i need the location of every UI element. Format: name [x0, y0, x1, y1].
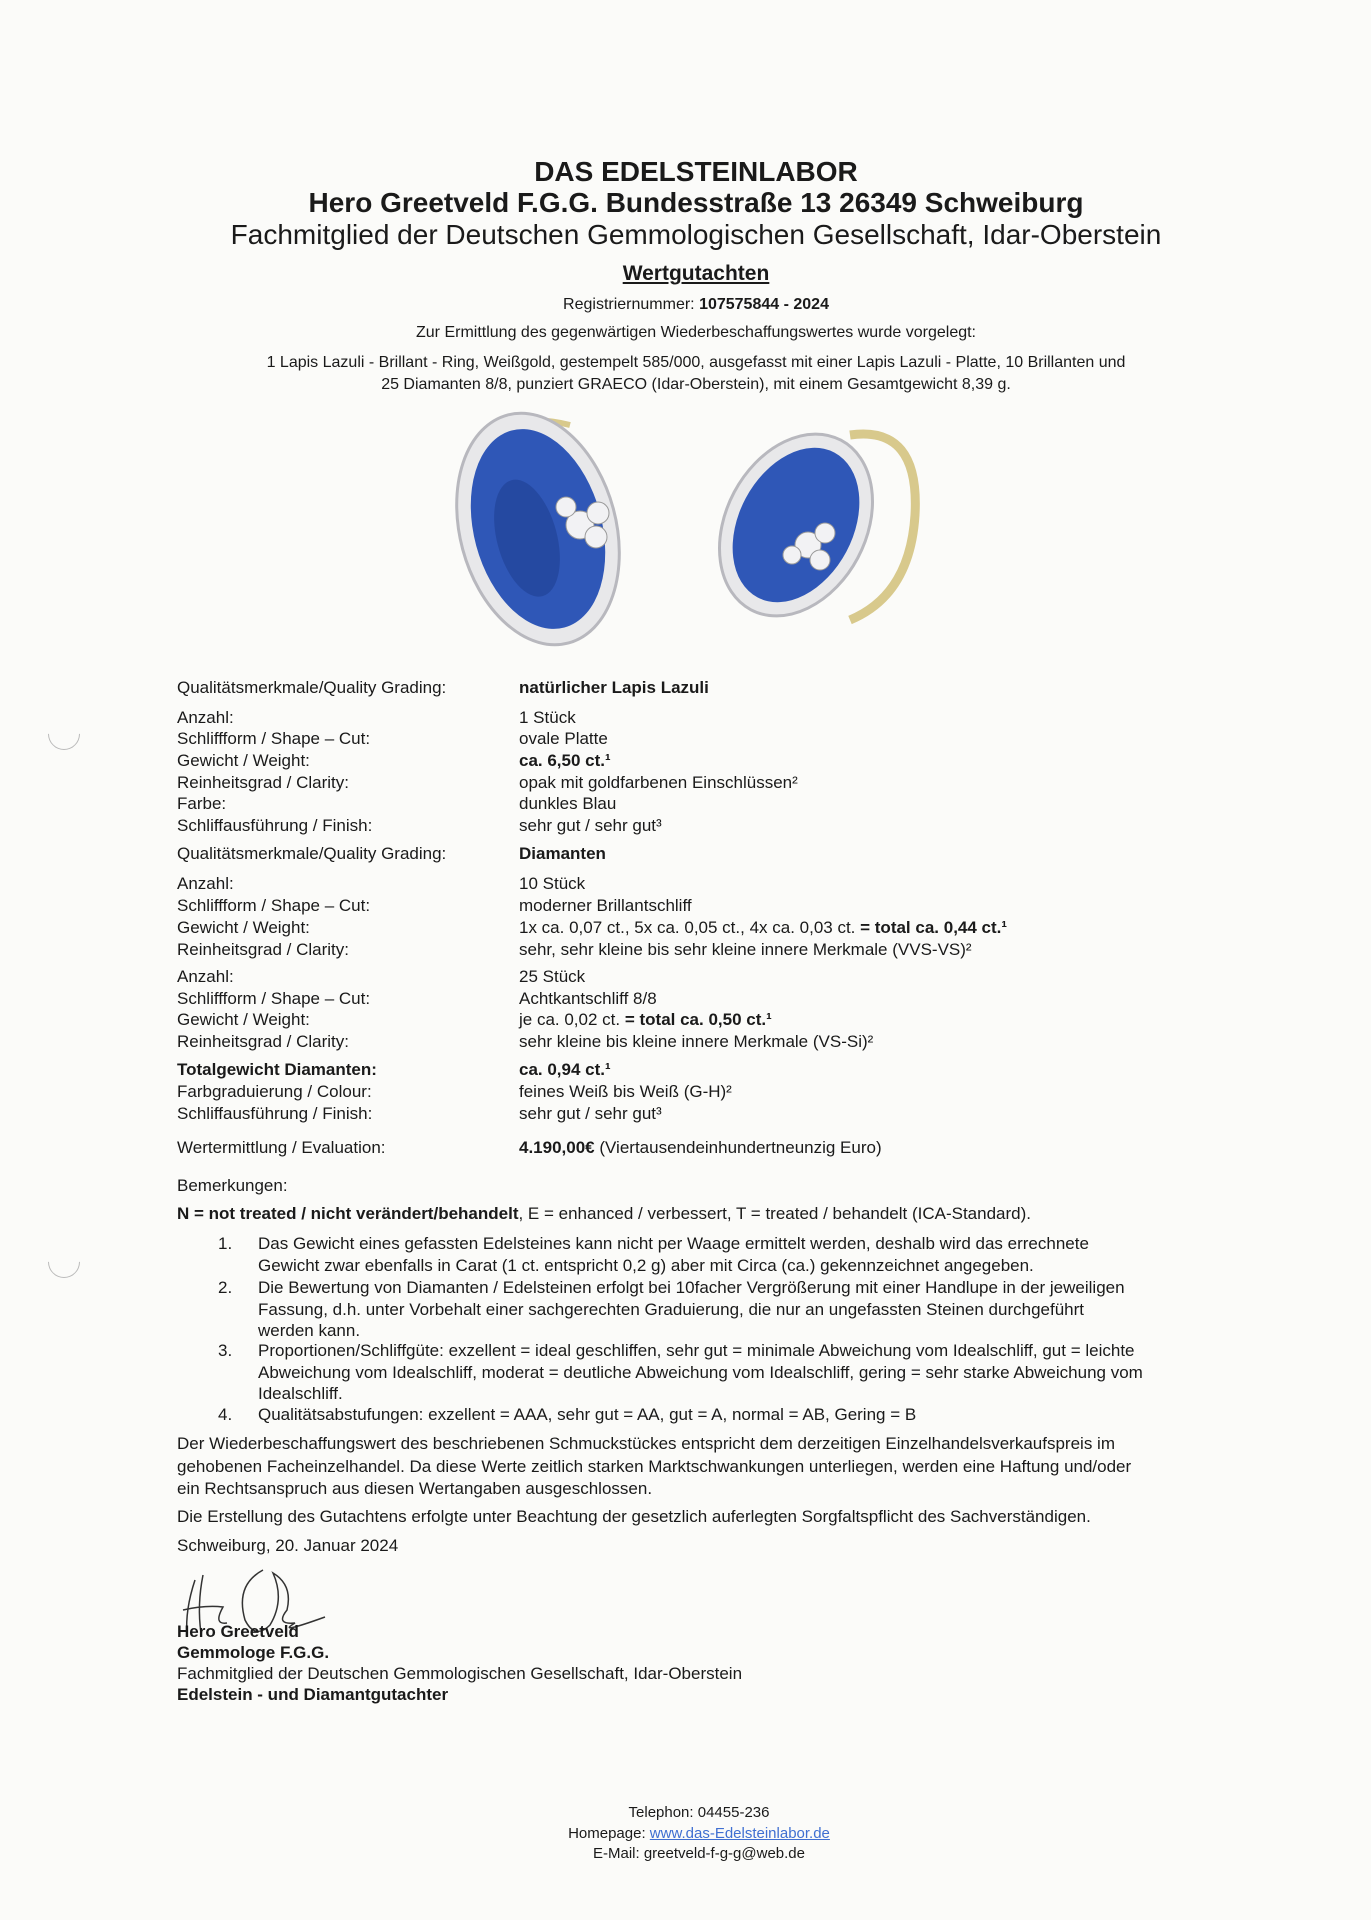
grading-row	[0, 843, 1371, 865]
intro-text: Zur Ermittlung des gegenwärtigen Wiederbeschaffungswertes wurde vorgelegt:	[416, 324, 976, 341]
grading-value	[519, 677, 709, 699]
grading-value	[519, 917, 1007, 939]
grading-value	[519, 988, 657, 1010]
grading-value	[519, 873, 585, 895]
signatory-title: Gemmologe F.G.G.	[177, 1643, 330, 1662]
item-description-line: 25 Diamanten 8/8, punziert GRAECO (Idar-Oberstein), mit einem Gesamtgewicht 8,39 g.	[381, 376, 1011, 393]
disclaimer-line: ein Rechtsanspruch aus diesen Wertangaben ausgeschlossen.	[177, 1479, 653, 1498]
value-text: 25 Stück	[519, 967, 586, 986]
grading-value	[519, 843, 606, 865]
value-text: ovale Platte	[519, 729, 608, 748]
registration-value: 107575844 - 2024	[699, 296, 829, 313]
grading-row	[0, 988, 1371, 1010]
grading-value	[519, 939, 972, 961]
value-text: sehr gut / sehr gut³	[519, 816, 662, 835]
note-number: 2.	[218, 1278, 233, 1297]
grading-value	[519, 895, 692, 917]
grading-value	[519, 793, 616, 815]
grading-row	[0, 966, 1371, 988]
legend-bold: N = not treated / nicht verändert/behandelt	[177, 1204, 519, 1223]
grading-label: Gewicht / Weight:	[177, 1010, 310, 1029]
grading-row	[0, 707, 1371, 729]
value-text: sehr, sehr kleine bis sehr kleine innere Merkmale (VVS-VS)²	[519, 940, 972, 959]
value-total: = total ca. 0,44 ct.¹	[860, 918, 1008, 937]
disclaimer-line: gehobenen Facheinzelhandel. Da diese Werte zeitlich starken Marktschwankungen unterliegen, werden eine Haftung und/oder	[177, 1457, 1132, 1476]
value-text: je ca. 0,02 ct.	[519, 1010, 625, 1029]
footer-email: E-Mail: greetveld-f-g-g@web.de	[593, 1845, 805, 1862]
grading-label: Schliffausführung / Finish:	[177, 1104, 373, 1123]
signatory-membership: Fachmitglied der Deutschen Gemmologischen Gesellschaft, Idar-Oberstein	[177, 1664, 743, 1683]
value-text: opak mit goldfarbenen Einschlüssen²	[519, 773, 798, 792]
ring-photo-front	[432, 405, 644, 663]
value-text: (Viertausendeinhundertneunzig Euro)	[594, 1138, 882, 1157]
grading-label: Schliffausführung / Finish:	[177, 816, 373, 835]
grading-value	[519, 1059, 611, 1081]
grading-label: Reinheitsgrad / Clarity:	[177, 940, 349, 959]
grading-label: Farbe:	[177, 794, 227, 813]
grading-value	[519, 815, 662, 837]
diligence-statement: Die Erstellung des Gutachtens erfolgte unter Beachtung der gesetzlich auferlegten Sorgfaltspflicht des Sachverständigen.	[177, 1507, 1091, 1526]
grading-row	[0, 772, 1371, 794]
grading-row	[0, 815, 1371, 837]
grading-row	[0, 1103, 1371, 1125]
grading-value	[519, 1137, 882, 1159]
grading-label: Wertermittlung / Evaluation:	[177, 1138, 386, 1157]
grading-value	[519, 1103, 662, 1125]
value-text: 10 Stück	[519, 874, 586, 893]
grading-label: Schliffform / Shape – Cut:	[177, 989, 371, 1008]
note-line: Fassung, d.h. unter Vorbehalt einer sachgerechten Graduierung, die nur an ungefassten Steinen durchgeführt	[258, 1300, 1084, 1319]
grading-row	[0, 1059, 1371, 1081]
grading-row	[0, 1009, 1371, 1031]
value-text: Diamanten	[519, 844, 606, 863]
ring-photo-side	[689, 407, 915, 642]
punch-hole-mark	[41, 1239, 86, 1284]
grading-label: Gewicht / Weight:	[177, 751, 310, 770]
grading-row	[0, 677, 1371, 699]
value-text: feines Weiß bis Weiß (G-H)²	[519, 1082, 732, 1101]
homepage-link[interactable]: www.das-Edelsteinlabor.de	[649, 1825, 830, 1842]
grading-row	[0, 750, 1371, 772]
registration-label: Registriernummer:	[563, 296, 700, 313]
note-number: 4.	[218, 1405, 233, 1424]
grading-row	[0, 1031, 1371, 1053]
grading-value	[519, 707, 576, 729]
grading-label: Schliffform / Shape – Cut:	[177, 896, 371, 915]
grading-label: Reinheitsgrad / Clarity:	[177, 1032, 349, 1051]
footer-phone: Telephon: 04455-236	[628, 1804, 770, 1821]
value-text: sehr kleine bis kleine innere Merkmale (VS-Si)²	[519, 1032, 874, 1051]
grading-row	[0, 917, 1371, 939]
value-text: sehr gut / sehr gut³	[519, 1104, 662, 1123]
grading-value	[519, 772, 798, 794]
note-line: Idealschliff.	[258, 1384, 343, 1403]
remarks-heading: Bemerkungen:	[177, 1176, 288, 1195]
grading-row	[0, 1081, 1371, 1103]
note-number: 1.	[218, 1234, 233, 1253]
signatory-name: Hero Greetveld	[177, 1622, 299, 1641]
grading-row	[0, 895, 1371, 917]
place-date: Schweiburg, 20. Januar 2024	[177, 1536, 399, 1555]
grading-value	[519, 750, 611, 772]
grading-value	[519, 1081, 732, 1103]
grading-row	[0, 939, 1371, 961]
note-line: Die Bewertung von Diamanten / Edelsteinen erfolgt bei 10facher Vergrößerung mit einer Handlupe in der jeweiligen	[258, 1278, 1125, 1297]
grading-label: Qualitätsmerkmale/Quality Grading:	[177, 844, 447, 863]
value-text: natürlicher Lapis Lazuli	[519, 678, 709, 697]
document-title: Wertgutachten	[622, 262, 770, 285]
grading-row	[0, 793, 1371, 815]
grading-label: Anzahl:	[177, 708, 234, 727]
value-text: 1 Stück	[519, 708, 576, 727]
value-text: dunkles Blau	[519, 794, 617, 813]
ring-photos	[420, 405, 960, 665]
registration-number	[0, 295, 1371, 315]
footer-homepage	[0, 1824, 1371, 1844]
value-text: moderner Brillantschliff	[519, 896, 692, 915]
value-text: 1x ca. 0,07 ct., 5x ca. 0,05 ct., 4x ca. 0,03 ct.	[519, 918, 861, 937]
note-line: Das Gewicht eines gefassten Edelsteines kann nicht per Waage ermittelt werden, deshalb wird das errechnete	[258, 1234, 1089, 1253]
note-line: Qualitätsabstufungen: exzellent = AAA, sehr gut = AA, gut = A, normal = AB, Gering = B	[258, 1405, 917, 1424]
value-bold: 4.190,00€	[519, 1138, 595, 1157]
value-total: = total ca. 0,50 ct.¹	[624, 1010, 772, 1029]
grading-value	[519, 966, 585, 988]
grading-label: Farbgraduierung / Colour:	[177, 1082, 372, 1101]
grading-label: Qualitätsmerkmale/Quality Grading:	[177, 678, 447, 697]
grading-row	[0, 873, 1371, 895]
grading-label: Anzahl:	[177, 967, 234, 986]
note-number: 3.	[218, 1341, 233, 1360]
note-line: Gewicht zwar ebenfalls in Carat (1 ct. entspricht 0,2 g) aber mit Circa (ca.) gekennzeichnet angegeben.	[258, 1256, 1034, 1275]
note-line: Proportionen/Schliffgüte: exzellent = ideal geschliffen, sehr gut = minimale Abweichung vom Idealschliff, gut = leichte	[258, 1341, 1135, 1360]
homepage-label: Homepage:	[568, 1825, 650, 1842]
grading-label: Schliffform / Shape – Cut:	[177, 729, 371, 748]
treatment-legend	[177, 1203, 1031, 1225]
grading-label: Totalgewicht Diamanten:	[177, 1060, 377, 1079]
lab-membership: Fachmitglied der Deutschen Gemmologischen Gesellschaft, Idar-Oberstein	[230, 219, 1162, 250]
value-text: Achtkantschliff 8/8	[519, 989, 657, 1008]
grading-value	[519, 1031, 873, 1053]
value-text: ca. 6,50 ct.¹	[519, 751, 611, 770]
grading-label: Reinheitsgrad / Clarity:	[177, 773, 349, 792]
grading-value	[519, 1009, 772, 1031]
note-line: Abweichung vom Idealschliff, moderat = deutliche Abweichung vom Idealschliff, gering = sehr starke Abweichung vom	[258, 1363, 1143, 1382]
grading-label: Anzahl:	[177, 874, 234, 893]
item-description-line: 1 Lapis Lazuli - Brillant - Ring, Weißgold, gestempelt 585/000, ausgefasst mit einer Lapis Lazuli - Platte, 10 Brillanten und	[266, 354, 1126, 371]
lab-address: Hero Greetveld F.G.G. Bundesstraße 13 26349 Schweiburg	[308, 187, 1084, 218]
grading-label: Gewicht / Weight:	[177, 918, 310, 937]
legend-rest: , E = enhanced / verbessert, T = treated / behandelt (ICA-Standard).	[518, 1204, 1031, 1223]
disclaimer-line: Der Wiederbeschaffungswert des beschriebenen Schmuckstückes entspricht dem derzeitigen Einzelhandelsverkaufspreis im	[177, 1434, 1115, 1453]
signatory-role: Edelstein - und Diamantgutachter	[177, 1685, 449, 1704]
note-line: werden kann.	[258, 1321, 361, 1340]
grading-row	[0, 728, 1371, 750]
lab-name: DAS EDELSTEINLABOR	[534, 156, 858, 187]
value-text: ca. 0,94 ct.¹	[519, 1060, 611, 1079]
grading-row	[0, 1137, 1371, 1159]
grading-value	[519, 728, 608, 750]
